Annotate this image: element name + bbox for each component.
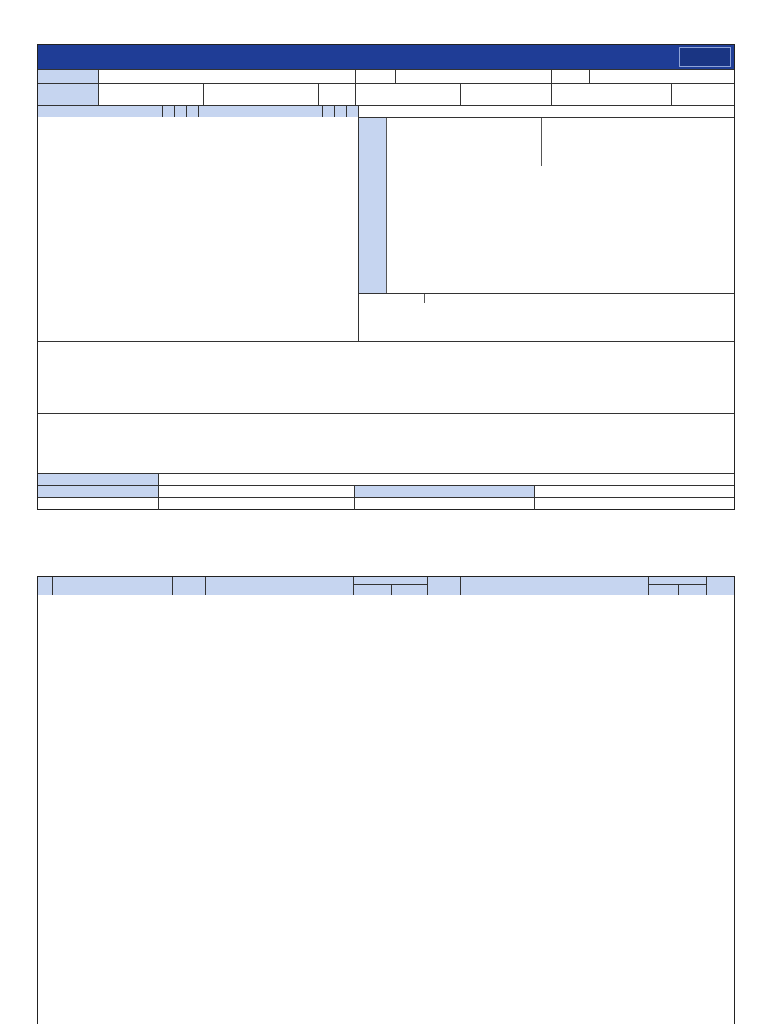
employees-value[interactable] (318, 84, 355, 105)
col-inherent (353, 577, 427, 595)
location-label (355, 70, 395, 83)
e-col-label (186, 106, 198, 117)
colliers-logo (679, 47, 731, 67)
likelihood-rows (387, 166, 735, 294)
action-table (358, 293, 734, 341)
sheet-title (38, 45, 734, 69)
inherent-consequence-label (391, 585, 427, 595)
review-date-label (551, 84, 671, 105)
e-col-label (346, 106, 358, 117)
inherent-label (354, 577, 427, 585)
city-value[interactable] (589, 70, 734, 83)
hazard-header-row (38, 105, 734, 117)
hazard-header-right (198, 106, 322, 117)
col-controls (460, 577, 648, 595)
risk-factor-header (358, 106, 734, 117)
col-residual (648, 577, 706, 595)
initial-date-label (355, 84, 460, 105)
s-col-label (174, 106, 186, 117)
blank-cell (38, 498, 158, 510)
carried-out-value[interactable] (158, 474, 734, 485)
completing-row (38, 485, 734, 497)
risk-assessment-sheet (37, 44, 735, 510)
col-potential (205, 577, 353, 595)
blank-cell (534, 498, 734, 510)
review-date-value[interactable] (671, 84, 734, 105)
project-name-value[interactable] (98, 70, 355, 83)
h-col-label (322, 106, 334, 117)
initial-date-value[interactable] (460, 84, 551, 105)
project-type-row (38, 83, 734, 105)
city-label (551, 70, 589, 83)
col-sl (38, 577, 52, 595)
project-name-row (38, 69, 734, 83)
activity-table (37, 576, 735, 1024)
completing-value[interactable] (158, 486, 354, 497)
reviewing-label (354, 486, 534, 497)
project-type-value[interactable] (98, 84, 203, 105)
carried-out-row (38, 473, 734, 485)
action-header (425, 294, 735, 303)
col-after (706, 577, 734, 595)
completing-label (38, 486, 158, 497)
carried-out-label (38, 474, 158, 485)
residual-likelihood-label (649, 585, 678, 595)
blank-cell (354, 498, 534, 510)
risk-level-header (359, 294, 425, 303)
hazard-header-left (38, 106, 162, 117)
location-value[interactable] (395, 70, 551, 83)
project-name-label (38, 70, 98, 83)
comments-section[interactable] (38, 413, 734, 473)
project-type-label (38, 84, 98, 105)
likelihood-label (365, 178, 379, 238)
likelihood-side (359, 118, 387, 294)
notes-section (38, 341, 734, 413)
consequence-headers (542, 118, 735, 166)
col-before (427, 577, 460, 595)
residual-label (649, 577, 706, 585)
reviewing-value[interactable] (534, 486, 734, 497)
inherent-likelihood-label (354, 585, 391, 595)
blank-cell (158, 498, 354, 510)
col-activity (52, 577, 172, 595)
col-hazard-type (172, 577, 205, 595)
risk-matrix (358, 117, 734, 293)
action-rows (359, 303, 735, 342)
score-box (387, 118, 542, 166)
employees-label (203, 84, 318, 105)
residual-consequence-label (678, 585, 706, 595)
hazard-list (38, 117, 358, 341)
sign-blank-row (38, 497, 734, 510)
h-col-label (162, 106, 174, 117)
s-col-label (334, 106, 346, 117)
activity-rows (38, 595, 734, 1024)
